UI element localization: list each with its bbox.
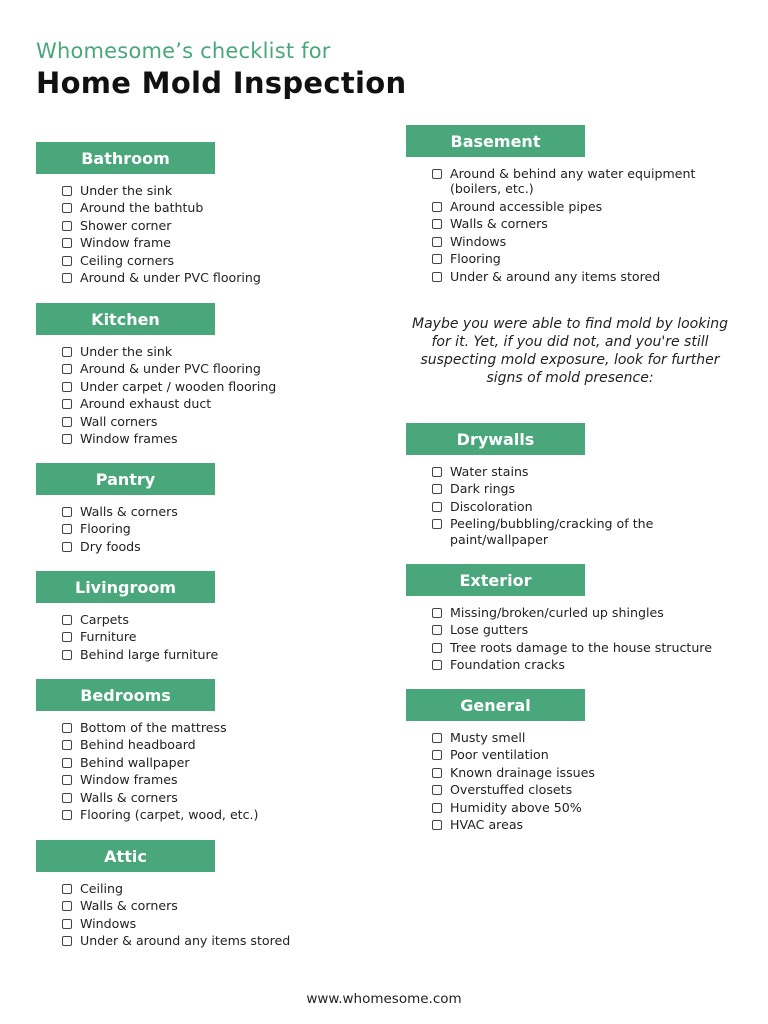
checkbox[interactable] [432, 519, 442, 529]
checklist-item-label: Humidity above 50% [450, 799, 582, 815]
checklist-item-label: Walls & corners [80, 789, 178, 805]
checklist-item-label: Under & around any items stored [450, 268, 661, 284]
checklist-item-label: Tree roots damage to the house structure [450, 639, 712, 655]
checklist-item [62, 431, 376, 446]
checklist-item-label: Under the sink [80, 183, 173, 198]
checklist-item [62, 807, 376, 822]
section-drywalls [406, 423, 746, 549]
checklist-item-label: Around & under PVC flooring [80, 270, 261, 286]
checklist-item-label: Behind wallpaper [80, 754, 190, 770]
checkbox[interactable] [432, 272, 442, 282]
checkbox[interactable] [62, 810, 72, 820]
checklist-item [432, 516, 746, 547]
checklist-exterior [406, 605, 746, 673]
checkbox[interactable] [432, 660, 442, 670]
checklist-item [432, 499, 746, 514]
section-basement [406, 125, 746, 286]
checklist-item [62, 344, 376, 359]
checklist-item [62, 235, 376, 250]
checklist-item [432, 234, 746, 249]
checklist-item-label: Behind headboard [80, 737, 196, 753]
checkbox[interactable] [62, 901, 72, 911]
checkbox[interactable] [432, 502, 442, 512]
checklist-livingroom [36, 612, 376, 662]
checkbox[interactable] [432, 785, 442, 795]
checklist-item [62, 755, 376, 770]
checklist-item [62, 790, 376, 805]
checklist-item [432, 657, 746, 672]
checklist-item-label: Around accessible pipes [450, 198, 603, 214]
checklist-item-label: Walls & corners [80, 898, 178, 914]
checklist-basement [406, 166, 746, 284]
checkbox[interactable] [62, 347, 72, 357]
checklist-item [62, 379, 376, 394]
checklist-item [62, 183, 376, 198]
section-bathroom [36, 142, 376, 288]
page-subtitle: Whomesome’s checklist for [36, 39, 331, 63]
checkbox[interactable] [432, 219, 442, 229]
checklist-item-label: Dry foods [80, 538, 141, 554]
checklist-item [62, 737, 376, 752]
checklist-kitchen [36, 344, 376, 447]
checklist-item-label: Walls & corners [80, 504, 178, 519]
checkbox[interactable] [62, 793, 72, 803]
section-exterior [406, 564, 746, 675]
checklist-item [62, 933, 376, 948]
checkbox[interactable] [62, 542, 72, 552]
checklist-item [432, 216, 746, 231]
checklist-item [62, 898, 376, 913]
checklist-item [432, 747, 746, 762]
checklist-item [432, 640, 746, 655]
checklist-item-label: Ceiling [80, 881, 124, 896]
checkbox[interactable] [62, 524, 72, 534]
checklist-item [432, 782, 746, 797]
checklist-item [62, 521, 376, 536]
checkbox[interactable] [62, 434, 72, 444]
section-bedrooms [36, 679, 376, 825]
checkbox[interactable] [62, 632, 72, 642]
checklist-bathroom [36, 183, 376, 286]
checklist-item [62, 881, 376, 896]
section-header-kitchen: Kitchen [36, 303, 215, 335]
checklist-item-label: Flooring [80, 521, 131, 537]
checkbox[interactable] [432, 237, 442, 247]
checklist-item [432, 251, 746, 266]
checklist-item-label: Under & around any items stored [80, 933, 291, 949]
section-header-exterior: Exterior [406, 564, 585, 596]
checkbox[interactable] [432, 750, 442, 760]
checkbox[interactable] [62, 723, 72, 733]
checklist-bedrooms [36, 720, 376, 823]
section-header-pantry: Pantry [36, 463, 215, 495]
checkbox[interactable] [62, 758, 72, 768]
checklist-item-label: Shower corner [80, 217, 172, 233]
checkbox[interactable] [62, 417, 72, 427]
checklist-item-label: Windows [80, 915, 137, 931]
section-pantry [36, 463, 376, 556]
checkbox[interactable] [432, 803, 442, 813]
checklist-item [62, 629, 376, 644]
section-kitchen [36, 303, 376, 449]
footer-website: www.whomesome.com [306, 991, 462, 1007]
checkbox[interactable] [62, 615, 72, 625]
checklist-item [62, 612, 376, 627]
checkbox[interactable] [62, 399, 72, 409]
checkbox[interactable] [432, 202, 442, 212]
checklist-item-label: Poor ventilation [450, 747, 549, 763]
checklist-item-label: Peeling/bubbling/cracking of the paint/wallpaper [450, 516, 654, 547]
checklist-item-label: Flooring (carpet, wood, etc.) [80, 807, 259, 823]
checkbox[interactable] [432, 467, 442, 477]
checkbox[interactable] [62, 364, 72, 374]
section-attic [36, 840, 376, 951]
checklist-item [62, 916, 376, 931]
checklist-item [432, 166, 746, 197]
checklist-item [62, 253, 376, 268]
checkbox[interactable] [432, 768, 442, 778]
checklist-item [62, 396, 376, 411]
checklist-item-label: Bottom of the mattress [80, 720, 227, 735]
checkbox[interactable] [62, 775, 72, 785]
checkbox[interactable] [62, 507, 72, 517]
checklist-item [62, 361, 376, 376]
checklist-item-label: Missing/broken/curled up shingles [450, 605, 664, 620]
checklist-item [62, 218, 376, 233]
checkbox[interactable] [62, 256, 72, 266]
checklist-item-label: Around & under PVC flooring [80, 361, 261, 377]
checklist-general [406, 730, 746, 833]
checklist-item [432, 481, 746, 496]
checklist-item [62, 647, 376, 662]
page-title: Home Mold Inspection [36, 66, 407, 100]
checklist-item-label: Ceiling corners [80, 252, 175, 268]
note-text: Maybe you were able to find mold by looking for it. Yet, if you did not, and you're still suspecting mold exposure, look for further signs of mold presence: [412, 316, 728, 386]
section-header-bathroom: Bathroom [36, 142, 215, 174]
section-livingroom [36, 571, 376, 664]
checkbox[interactable] [432, 254, 442, 264]
checklist-item-label: Lose gutters [450, 622, 529, 638]
checklist-item [432, 730, 746, 745]
checklist-item-label: Window frames [80, 772, 178, 788]
checkbox[interactable] [432, 625, 442, 635]
checkbox[interactable] [62, 186, 72, 196]
checklist-item [62, 270, 376, 285]
checklist-item [432, 464, 746, 479]
checklist-item-label: Dark rings [450, 481, 516, 497]
checklist-item [432, 622, 746, 637]
checklist-item-label: Furniture [80, 629, 137, 645]
checklist-item [432, 800, 746, 815]
checkbox[interactable] [62, 221, 72, 231]
checklist-item-label: HVAC areas [450, 817, 524, 833]
checklist-item-label: Overstuffed closets [450, 782, 573, 798]
checklist-item [432, 269, 746, 284]
checkbox[interactable] [432, 169, 442, 179]
checklist-pantry [36, 504, 376, 554]
checklist-attic [36, 881, 376, 949]
checkbox[interactable] [432, 643, 442, 653]
checklist-item-label: Known drainage issues [450, 764, 595, 780]
checklist-item [62, 414, 376, 429]
checkbox[interactable] [62, 203, 72, 213]
checklist-item-label: Under the sink [80, 344, 173, 359]
checklist-item-label: Around the bathtub [80, 200, 204, 216]
checklist-item [62, 200, 376, 215]
checkbox[interactable] [62, 740, 72, 750]
checklist-item-label: Wall corners [80, 413, 158, 429]
checkbox[interactable] [62, 273, 72, 283]
checkbox[interactable] [62, 382, 72, 392]
checkbox[interactable] [432, 820, 442, 830]
checklist-item [432, 817, 746, 832]
checklist-item [62, 504, 376, 519]
checklist-item [62, 772, 376, 787]
checkbox[interactable] [432, 608, 442, 618]
checklist-item-label: Behind large furniture [80, 646, 219, 662]
checklist-item-label: Around exhaust duct [80, 396, 212, 412]
section-header-basement: Basement [406, 125, 585, 157]
checkbox[interactable] [432, 484, 442, 494]
checklist-item-label: Window frame [80, 235, 172, 251]
checkbox[interactable] [62, 919, 72, 929]
section-header-bedrooms: Bedrooms [36, 679, 215, 711]
checkbox[interactable] [62, 238, 72, 248]
checklist-item-label: Around & behind any water equipment (boilers, etc.) [450, 166, 696, 197]
section-header-livingroom: Livingroom [36, 571, 215, 603]
section-header-general: General [406, 689, 585, 721]
checklist-item [62, 539, 376, 554]
checklist-item-label: Water stains [450, 464, 529, 479]
checklist-item-label: Foundation cracks [450, 657, 565, 673]
checklist-item-label: Walls & corners [450, 216, 548, 232]
checklist-drywalls [406, 464, 746, 547]
checklist-item [432, 199, 746, 214]
checkbox[interactable] [62, 936, 72, 946]
checkbox[interactable] [432, 733, 442, 743]
checklist-item [432, 765, 746, 780]
checkbox[interactable] [62, 650, 72, 660]
section-header-attic: Attic [36, 840, 215, 872]
checklist-item-label: Discoloration [450, 498, 533, 514]
section-general [406, 689, 746, 835]
checklist-item-label: Window frames [80, 431, 178, 447]
checklist-item-label: Windows [450, 233, 507, 249]
checklist-item-label: Under carpet / wooden flooring [80, 378, 277, 394]
checklist-item [62, 720, 376, 735]
checklist-item [432, 605, 746, 620]
checklist-item-label: Flooring [450, 251, 501, 267]
checklist-item-label: Musty smell [450, 730, 526, 745]
section-header-drywalls: Drywalls [406, 423, 585, 455]
checklist-item-label: Carpets [80, 612, 129, 627]
checkbox[interactable] [62, 884, 72, 894]
